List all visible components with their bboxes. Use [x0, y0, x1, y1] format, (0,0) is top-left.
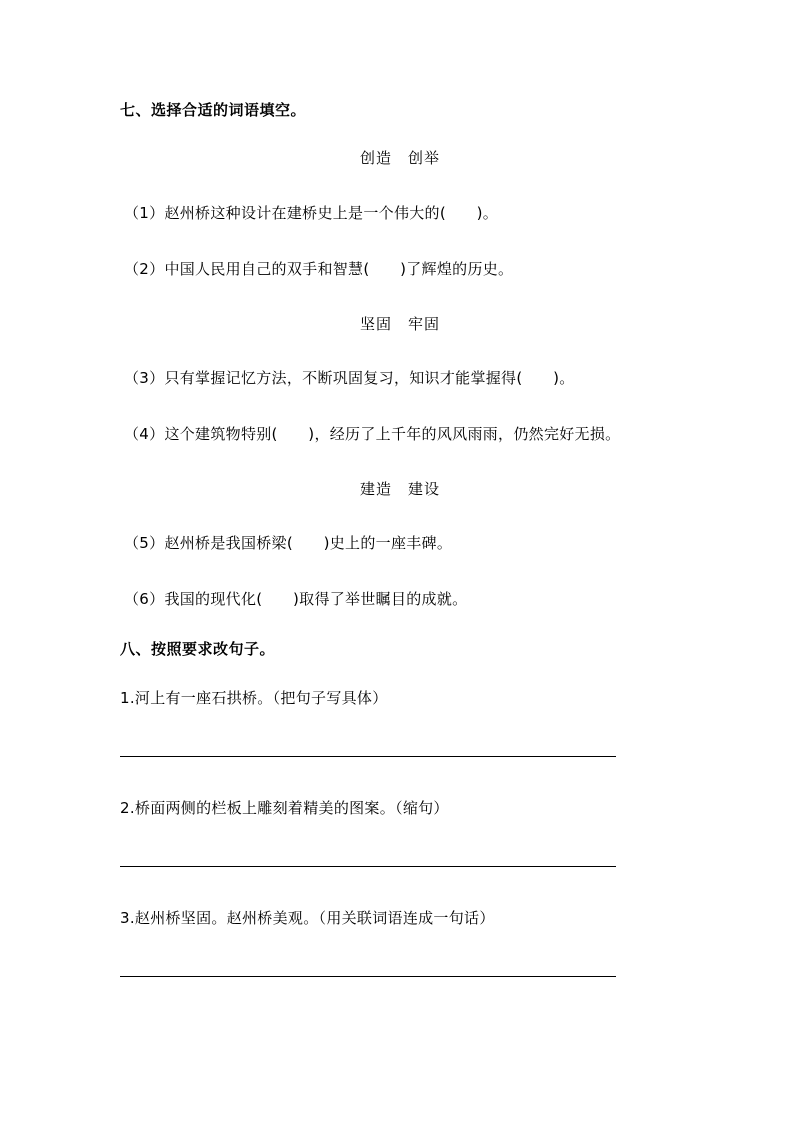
fill-item-1: （1）赵州桥这种设计在建桥史上是一个伟大的( )。: [124, 204, 499, 222]
rewrite-item-1: 1.河上有一座石拱桥。（把句子写具体）: [120, 689, 388, 707]
section-7-title: 七、选择合适的词语填空。: [120, 101, 307, 119]
answer-line-1[interactable]: [120, 756, 616, 757]
fill-item-5: （5）赵州桥是我国桥梁( )史上的一座丰碑。: [124, 534, 453, 552]
fill-item-4: （4）这个建筑物特别( )，经历了上千年的风风雨雨，仍然完好无损。: [124, 425, 621, 443]
fill-item-2: （2）中国人民用自己的双手和智慧( )了辉煌的历史。: [124, 260, 514, 278]
answer-line-3[interactable]: [120, 976, 616, 977]
word-choices-1: 创造 创举: [360, 149, 441, 167]
word-choices-2: 坚固 牢固: [360, 315, 441, 333]
fill-item-3: （3）只有掌握记忆方法，不断巩固复习，知识才能掌握得( )。: [124, 369, 575, 387]
rewrite-item-2: 2.桥面两侧的栏板上雕刻着精美的图案。（缩句）: [120, 799, 449, 817]
rewrite-item-3: 3.赵州桥坚固。赵州桥美观。（用关联词语连成一句话）: [120, 909, 495, 927]
section-8-title: 八、按照要求改句子。: [120, 640, 276, 658]
fill-item-6: （6）我国的现代化( )取得了举世瞩目的成就。: [124, 590, 468, 608]
word-choices-3: 建造 建设: [360, 480, 441, 498]
answer-line-2[interactable]: [120, 866, 616, 867]
